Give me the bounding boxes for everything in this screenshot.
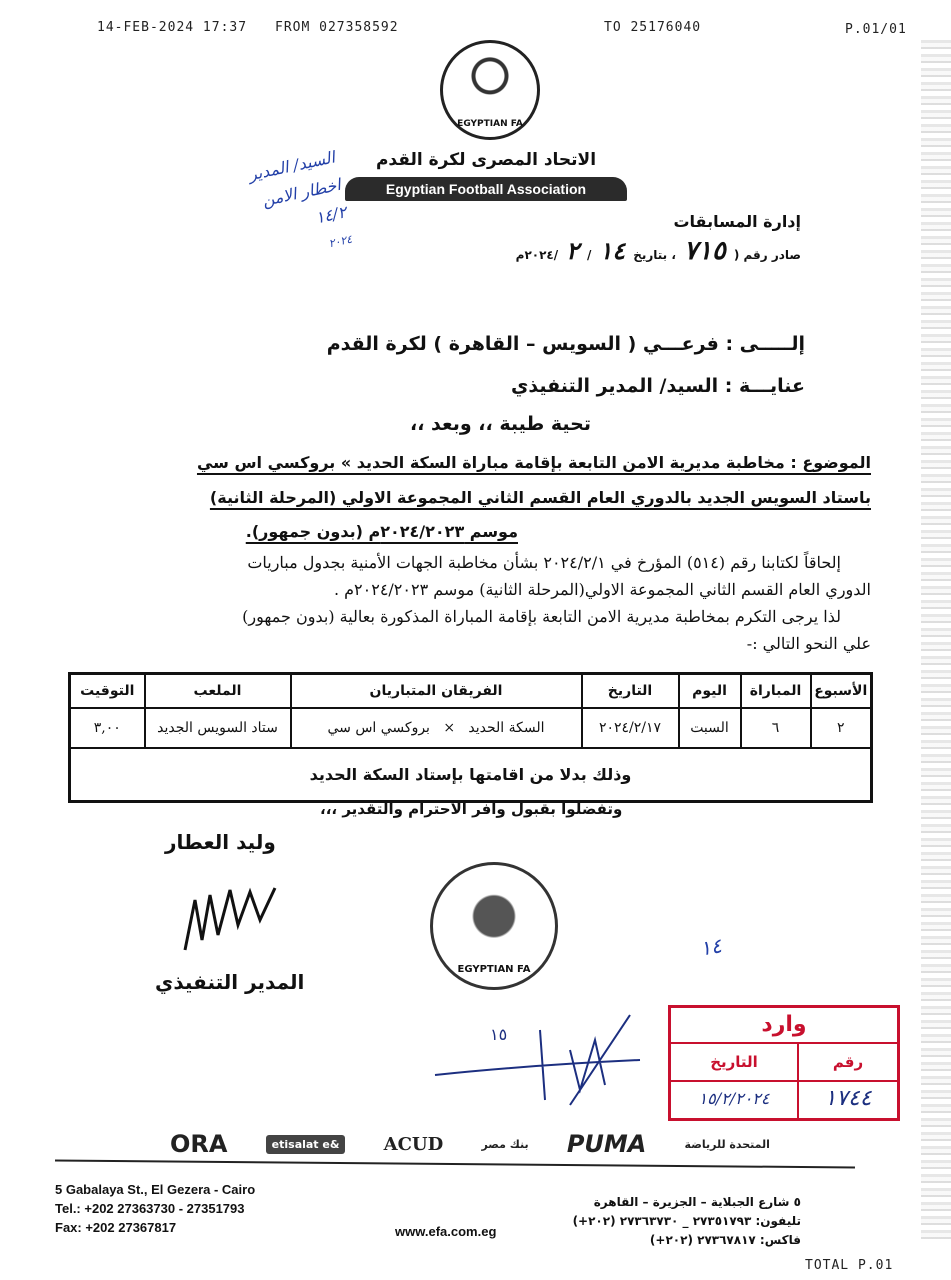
footer-contact-ar: [573, 1193, 801, 1250]
signatory-title: المدير التنفيذي: [155, 970, 305, 994]
website: www.efa.com.eg: [395, 1224, 497, 1239]
united-sports-logo: المتحدة للرياضة: [684, 1137, 770, 1151]
ora-logo: ORA: [170, 1130, 228, 1158]
cell-day: السبت: [679, 708, 741, 748]
subject-line-1: الموضوع : مخاطبة مديرية الامن التابعة بإقامة مباراة السكة الحديد » بروكسي اس سي: [196, 453, 871, 472]
body-line-4: علي النحو التالي :-: [746, 634, 871, 653]
note-line: السيد/ المدير: [246, 147, 337, 185]
efa-logo: [440, 40, 540, 140]
tel-ar: تليفون: ٢٧٣٥١٧٩٣ _ ٢٧٣٦٣٧٣٠ (٢٠٢+): [572, 1214, 801, 1228]
table-row: [70, 708, 872, 748]
body-line-2: الدوري العام القسم الثاني المجموعة الاولي(المرحلة الثانية) موسم ٢٠٢٤/٢٠٢٣م .: [333, 580, 871, 599]
note-line: ٢٠٢٤: [327, 232, 354, 251]
match-table: [68, 672, 873, 803]
attention: عنايـــة : السيد/ المدير التنفيذي: [510, 375, 805, 397]
signature: [180, 880, 280, 960]
issue-year: /٢٠٢٤م: [515, 248, 559, 262]
closing: وتفضلوا بقبول وافر الاحترام والتقدير ،،،: [320, 800, 623, 818]
fax-datetime: 14-FEB-2024 17:37: [97, 20, 248, 35]
issue-day: ١٤: [599, 236, 626, 265]
puma-logo: PUMA: [566, 1130, 647, 1158]
greeting: تحية طيبة ،، وبعد ،،: [409, 413, 591, 435]
fax-from: FROM 027358592: [275, 20, 399, 35]
received-stamp: [668, 1005, 900, 1121]
issue-line: صادر رقم ( ٧١٥ ، بتاريخ ١٤ / ٢ /٢٠٢٤م: [515, 236, 801, 266]
header-day: اليوم: [679, 674, 741, 708]
stamp-date: ١٥/٢/٢٠٢٤: [698, 1089, 770, 1108]
fax-page: P.01/01: [845, 22, 907, 37]
handwritten-initials: [430, 1010, 660, 1110]
body-line-3: لذا يرجى التكرم بمخاطبة مديرية الامن التابعة بإقامة المباراة المذكورة بعالية (بدون جمهور): [242, 607, 841, 626]
address-ar: ٥ شارع الجبلاية – الجزيرة – القاهرة: [593, 1195, 801, 1209]
scan-edge-noise: [921, 40, 951, 1240]
hand-mark-2: ١٤: [698, 933, 724, 961]
cell-stadium: ستاد السويس الجديد: [145, 708, 291, 748]
hand-mark: ١٥: [490, 1025, 508, 1044]
vs-mark: ×: [443, 719, 456, 736]
stamp-date-label: التاريخ: [710, 1053, 758, 1071]
banque-misr-logo: بنك مصر: [481, 1137, 529, 1151]
footer-divider: [55, 1160, 855, 1169]
tel-en: Tel.: +202 27363730 - 27351793: [55, 1201, 245, 1216]
stamp-number-label: رقم: [797, 1044, 897, 1080]
fax-en: Fax: +202 27367817: [55, 1220, 177, 1235]
header-week: الأسبوع: [811, 674, 872, 708]
issue-label: صادر رقم (: [733, 248, 801, 262]
subject-line-3: موسم ٢٠٢٤/٢٠٢٣م (بدون جمهور).: [245, 522, 518, 541]
acud-logo: ACUD: [383, 1133, 444, 1155]
sponsor-logos: [170, 1130, 770, 1158]
etisalat-logo: etisalat e&: [266, 1135, 346, 1154]
signatory-name: وليد العطار: [165, 830, 276, 854]
address-en: 5 Gabalaya St., El Gezera - Cairo: [55, 1182, 256, 1197]
handwritten-note: [185, 144, 355, 285]
cell-teams: [291, 708, 582, 748]
issue-date-label: ، بتاريخ: [633, 248, 676, 262]
fax-to: TO 25176040: [604, 20, 702, 35]
note-line: ١٤/٢: [313, 202, 349, 228]
fax-total-pages: TOTAL P.01: [805, 1258, 894, 1273]
body-line-1: إلحاقاً لكتابنا رقم (٥١٤) المؤرخ في ٢٠٢٤/٢/١ بشأن مخاطبة الجهات الأمنية بجدول مباريات: [247, 553, 841, 572]
stamp-title: وارد: [671, 1008, 897, 1044]
logo-text: EGYPTIAN FA: [457, 119, 523, 129]
addressee: إلـــــى : فرعـــي ( السويس – القاهرة ) لكرة القدم: [326, 333, 805, 355]
table-header-row: [70, 674, 872, 708]
cell-date: ٢٠٢٤/٢/١٧: [582, 708, 679, 748]
cell-match: ٦: [741, 708, 811, 748]
issue-number: ٧١٥: [683, 236, 726, 266]
stamp-number: ١٧٤٤: [797, 1082, 897, 1118]
seal-text: EGYPTIAN FA: [457, 964, 531, 975]
fax-ar: فاكس: ٢٧٣٦٧٨١٧ (٢٠٢+): [649, 1233, 801, 1247]
issue-month: ٢: [566, 236, 580, 265]
subject-line-2: باستاد السويس الجديد بالدوري العام القسم الثاني المجموعة الاولي (المرحلة الثانية): [209, 488, 871, 507]
team-2: بروكسي اس سي: [327, 719, 430, 736]
header-teams: الفريقان المتباريان: [291, 674, 582, 708]
team-1: السكة الحديد: [468, 719, 545, 736]
header-match: المباراة: [741, 674, 811, 708]
cell-week: ٢: [811, 708, 872, 748]
table-note-row: [70, 748, 872, 802]
note-line: اخطار الامن: [260, 174, 343, 211]
org-name-en: Egyptian Football Association: [345, 177, 627, 201]
department: إدارة المسابقات: [673, 212, 801, 231]
official-seal: [430, 862, 558, 990]
footer-contact-en: [55, 1180, 255, 1237]
table-note: وذلك بدلا من اقامتها بإستاد السكة الحديد: [70, 748, 872, 802]
cell-time: ٣,٠٠: [70, 708, 145, 748]
header-date: التاريخ: [582, 674, 679, 708]
header-stadium: الملعب: [145, 674, 291, 708]
header-time: التوقيت: [70, 674, 145, 708]
org-name-ar: الاتحاد المصرى لكرة القدم: [375, 150, 597, 170]
